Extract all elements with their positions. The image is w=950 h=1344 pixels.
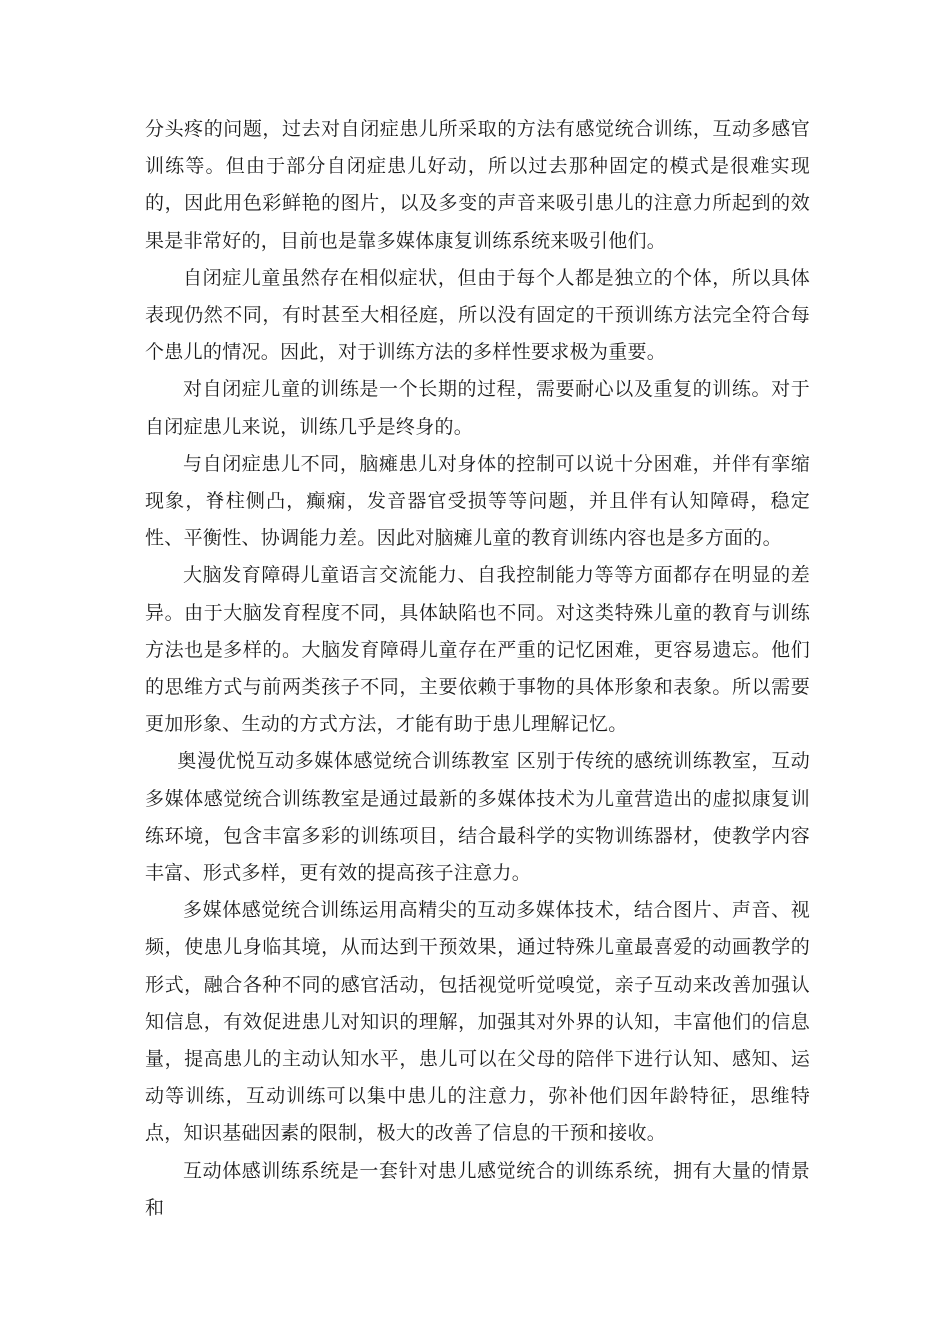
paragraph-multimedia-training: 多媒体感觉统合训练运用高精尖的互动多媒体技术，结合图片、声音、视频，使患儿身临其境，从而达到干预效果，通过特殊儿童最喜爱的动画教学的形式，融合各种不同的感官活动，包括视觉听觉嗅觉，亲子互动来改善加强认知信息，有效促进患儿对知识的理解，加强其对外界的认知，丰富他们的信息量，提高患儿的主动认知水平，患儿可以在父母的陪伴下进行认知、感知、运动等训练，互动训练可以集中患儿的注意力，弥补他们因年龄特征，思维特点，知识基础因素的限制，极大的改善了信息的干预和接收。 bbox=[145, 899, 810, 1145]
paragraph-motion-sensing-system: 互动体感训练系统是一套针对患儿感觉统合的训练系统，拥有大量的情景和 bbox=[145, 1159, 810, 1219]
paragraph-continuation: 分头疼的问题，过去对自闭症患儿所采取的方法有感觉统合训练，互动多感官训练等。但由于部分自闭症患儿好动，所以过去那种固定的模式是很难实现的，因此用色彩鲜艳的图片，以及多变的声音来吸引患儿的注意力所起到的效果是非常好的，目前也是靠多媒体康复训练系统来吸引他们。 bbox=[145, 118, 810, 252]
paragraph-brain-development-disorder: 大脑发育障碍儿童语言交流能力、自我控制能力等等方面都存在明显的差异。由于大脑发育程度不同，具体缺陷也不同。对这类特殊儿童的教育与训练方法也是多样的。大脑发育障碍儿童存在严重的记忆困难，更容易遗忘。他们的思维方式与前两类孩子不同，主要依赖于事物的具体形象和表象。所以需要更加形象、生动的方式方法，才能有助于患儿理解记忆。 bbox=[145, 564, 810, 736]
document-body bbox=[145, 111, 810, 1227]
paragraph-multimedia-classroom: 奥漫优悦互动多媒体感觉统合训练教室 区别于传统的感统训练教室，互动多媒体感觉统合训练教室是通过最新的多媒体技术为儿童营造出的虚拟康复训练环境，包含丰富多彩的训练项目，结合最科学的实物训练器材，使教学内容丰富、形式多样，更有效的提高孩子注意力。 bbox=[145, 750, 810, 885]
paragraph-cerebral-palsy: 与自闭症患儿不同，脑瘫患儿对身体的控制可以说十分困难，并伴有挛缩现象，脊柱侧凸，癫痫，发音器官受损等等问题，并且伴有认知障碍，稳定性、平衡性、协调能力差。因此对脑瘫儿童的教育训练内容也是多方面的。 bbox=[145, 452, 810, 550]
paragraph-autism-individual-differences: 自闭症儿童虽然存在相似症状，但由于每个人都是独立的个体，所以具体表现仍然不同，有时甚至大相径庭，所以没有固定的干预训练方法完全符合每个患儿的情况。因此，对于训练方法的多样性要求极为重要。 bbox=[145, 266, 810, 364]
paragraph-autism-long-term-training: 对自闭症儿童的训练是一个长期的过程，需要耐心以及重复的训练。对于自闭症患儿来说，训练几乎是终身的。 bbox=[145, 378, 810, 438]
